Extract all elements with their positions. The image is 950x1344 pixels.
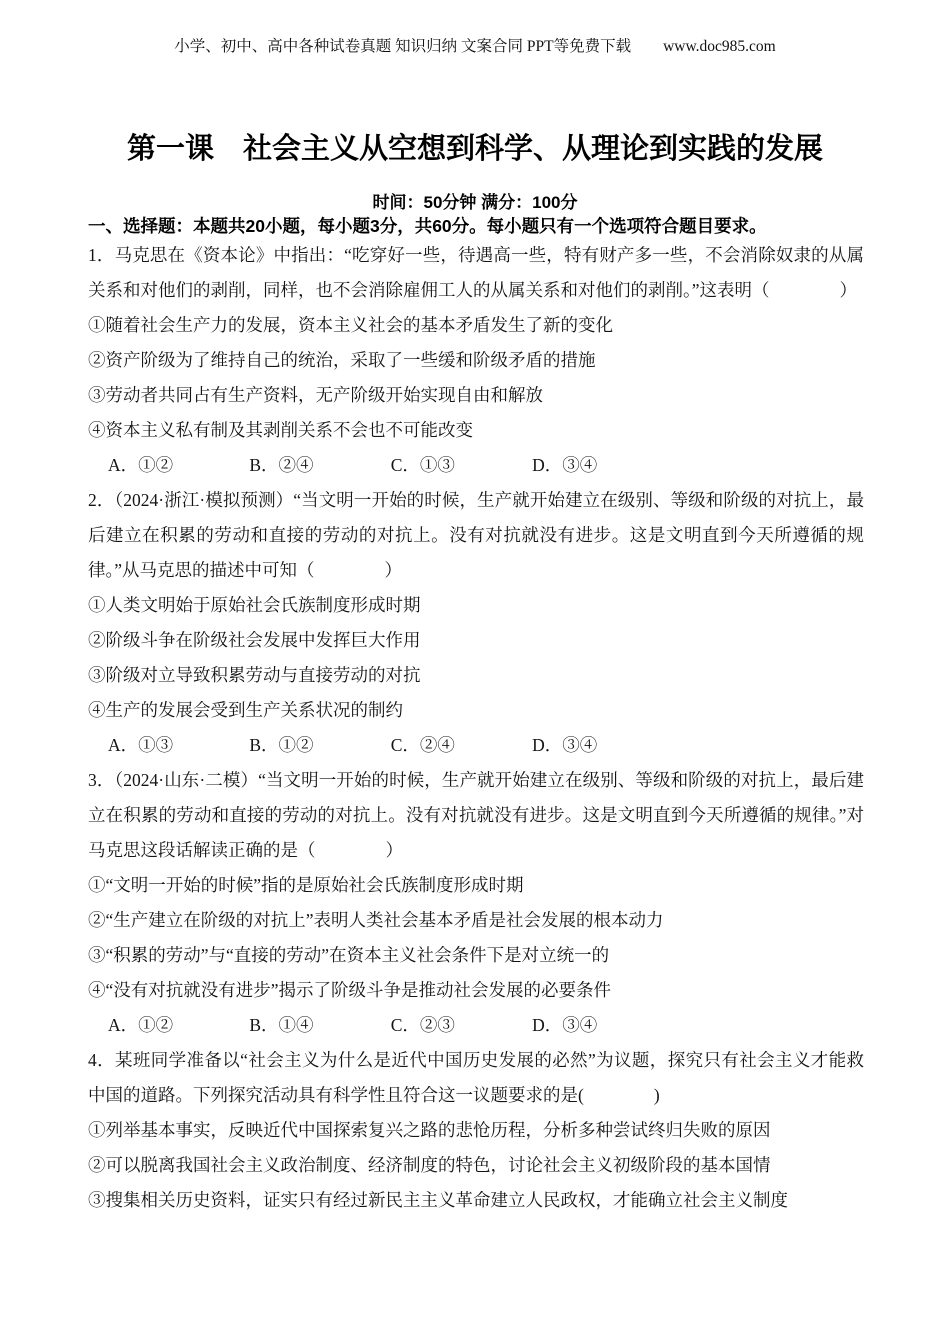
question-1 <box>88 238 864 483</box>
question-1-choice-c: C．①③ <box>390 455 455 475</box>
question-2 <box>88 483 864 763</box>
question-2-choices <box>88 728 864 763</box>
section-header: 一、选择题：本题共20小题，每小题3分，共60分。每小题只有一个选项符合题目要求。 <box>88 216 767 236</box>
page-title: 第一课 社会主义从空想到科学、从理论到实践的发展 <box>126 133 823 165</box>
question-2-stem: 2．（2024·浙江·模拟预测）“当文明一开始的时候，生产就开始建立在级别、等级和阶级的对抗上，最后建立在积累的劳动和直接的劳动的对抗上。没有对抗就没有进步。这是文明直到今天所遵循的规律。”从马克思的描述中可知（ ） <box>88 490 864 580</box>
question-2-choice-a: A．①③ <box>108 735 174 755</box>
question-2-item-3: ③阶级对立导致积累劳动与直接劳动的对抗 <box>88 665 421 685</box>
question-3-choice-c: C．②③ <box>390 1015 455 1035</box>
question-1-item-3: ③劳动者共同占有生产资料，无产阶级开始实现自由和解放 <box>88 385 543 405</box>
site-url-link[interactable]: www.doc985.com <box>663 38 776 55</box>
question-1-choices <box>88 448 864 483</box>
question-1-stem: 1．马克思在《资本论》中指出：“吃穿好一些，待遇高一些，特有财产多一些，不会消除奴隶的从属关系和对他们的剥削，同样，也不会消除雇佣工人的从属关系和对他们的剥削。”这表明（ ） <box>88 245 864 300</box>
question-2-item-1: ①人类文明始于原始社会氏族制度形成时期 <box>88 595 421 615</box>
question-3-choices <box>88 1008 864 1043</box>
question-1-choice-d: D．③④ <box>532 455 598 475</box>
exam-time-score: 时间：50分钟 满分：100分 <box>372 193 578 212</box>
question-3-choice-b: B．①④ <box>249 1015 314 1035</box>
question-2-item-2: ②阶级斗争在阶级社会发展中发挥巨大作用 <box>88 630 421 650</box>
question-3-item-1: ①“文明一开始的时候”指的是原始社会氏族制度形成时期 <box>88 875 524 895</box>
question-2-choice-b: B．①② <box>249 735 314 755</box>
question-3-item-2: ②“生产建立在阶级的对抗上”表明人类社会基本矛盾是社会发展的根本动力 <box>88 910 664 930</box>
question-1-choice-b: B．②④ <box>249 455 314 475</box>
question-4-stem: 4．某班同学准备以“社会主义为什么是近代中国历史发展的必然”为议题，探究只有社会主义才能救中国的道路。下列探究活动具有科学性且符合这一议题要求的是( ) <box>88 1050 864 1105</box>
site-header-text: 小学、初中、高中各种试卷真题 知识归纳 文案合同 PPT等免费下载 <box>174 38 632 55</box>
question-1-item-1: ①随着社会生产力的发展，资本主义社会的基本矛盾发生了新的变化 <box>88 315 613 335</box>
question-3 <box>88 763 864 1043</box>
question-2-choice-d: D．③④ <box>532 735 598 755</box>
question-4-item-3: ③搜集相关历史资料，证实只有经过新民主主义革命建立人民政权，才能确立社会主义制度 <box>88 1190 788 1210</box>
question-1-choice-a: A．①② <box>108 455 174 475</box>
question-1-item-2: ②资产阶级为了维持自己的统治，采取了一些缓和阶级矛盾的措施 <box>88 350 596 370</box>
question-4-item-2: ②可以脱离我国社会主义政治制度、经济制度的特色，讨论社会主义初级阶段的基本国情 <box>88 1155 771 1175</box>
question-2-choice-c: C．②④ <box>390 735 455 755</box>
questions-area <box>88 238 864 1218</box>
question-1-item-4: ④资本主义私有制及其剥削关系不会也不可能改变 <box>88 420 473 440</box>
question-3-item-4: ④“没有对抗就没有进步”揭示了阶级斗争是推动社会发展的必要条件 <box>88 980 612 1000</box>
question-3-choice-d: D．③④ <box>532 1015 598 1035</box>
question-3-stem: 3．（2024·山东·二模）“当文明一开始的时候，生产就开始建立在级别、等级和阶级的对抗上，最后建立在积累的劳动和直接的劳动的对抗上。没有对抗就没有进步。这是文明直到今天所遵循的规律。”对马克思这段话解读正确的是（ ） <box>88 770 864 860</box>
question-2-item-4: ④生产的发展会受到生产关系状况的制约 <box>88 700 403 720</box>
site-header <box>0 36 950 58</box>
question-3-item-3: ③“积累的劳动”与“直接的劳动”在资本主义社会条件下是对立统一的 <box>88 945 610 965</box>
question-4-item-1: ①列举基本事实，反映近代中国探索复兴之路的悲怆历程，分析多种尝试终归失败的原因 <box>88 1120 771 1140</box>
question-3-choice-a: A．①② <box>108 1015 174 1035</box>
question-4 <box>88 1043 864 1218</box>
